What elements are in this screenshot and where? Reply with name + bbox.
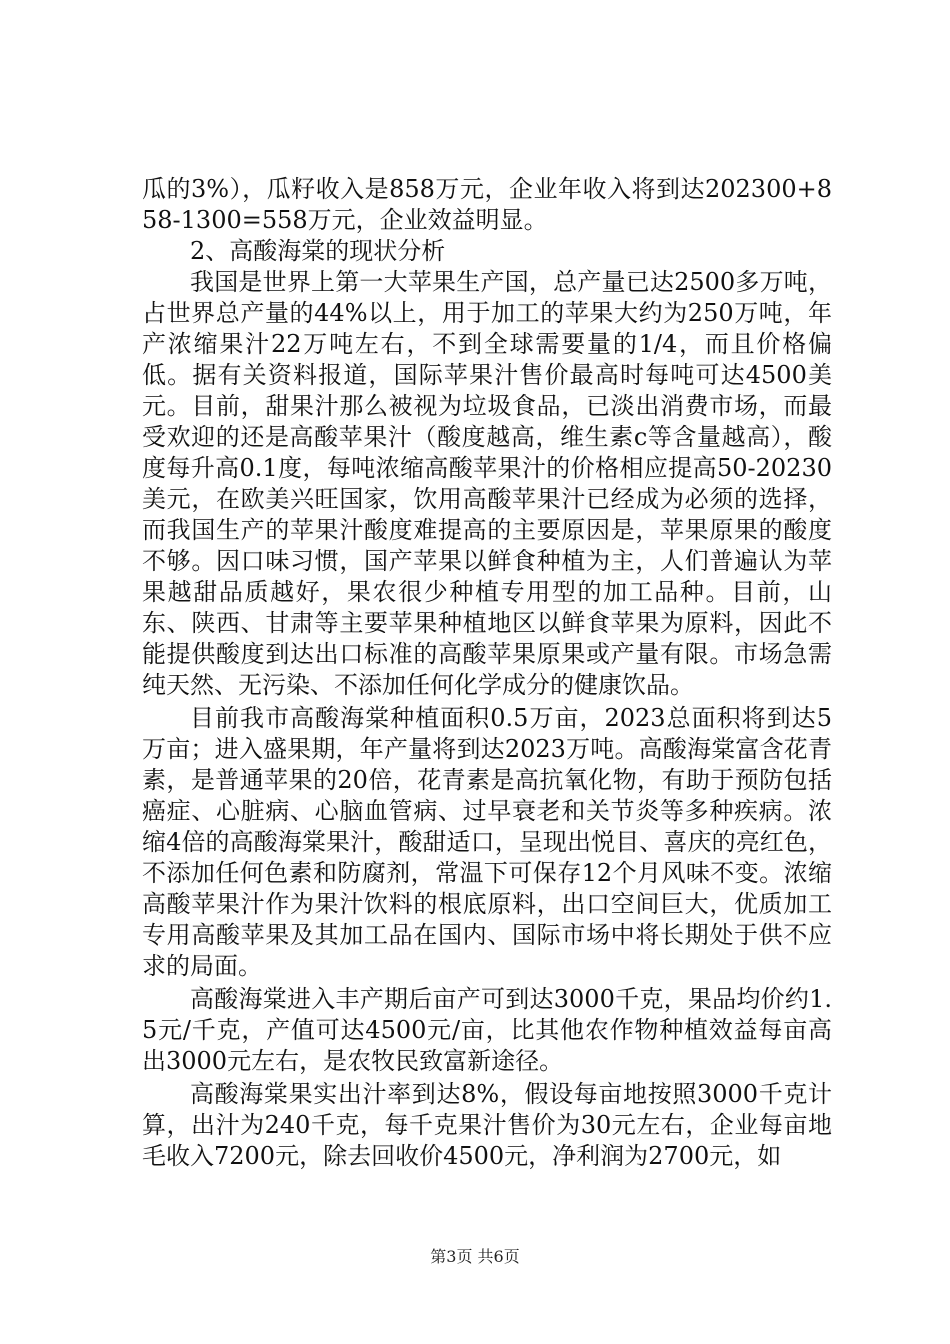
paragraph-crabapple-planting: 目前我市高酸海棠种植面积0.5万亩，2023总面积将到达5万亩；进入盛果期，年产量将到达2023万吨。高酸海棠富含花青素，是普通苹果的20倍，花青素是高抗氧化物，有助于预防包括癌症、心脏病、心脑血管病、过早衰老和关节炎等多种疾病。浓缩4倍的高酸海棠果汁，酸甜适口，呈现出悦目、喜庆的亮红色，不添加任何色素和防腐剂，常温下可保存12个月风味不变。浓缩高酸苹果汁作为果汁饮料的根底原料，出口空间巨大，优质加工专用高酸苹果及其加工品在国内、国际市场中将长期处于供不应求的局面。 bbox=[142, 704, 832, 980]
section-heading: 2、高酸海棠的现状分析 bbox=[190, 237, 446, 265]
paragraph-income-summary: 瓜的3%），瓜籽收入是858万元，企业年收入将到达202300+858-1300=558万元，企业效益明显。 bbox=[142, 175, 832, 234]
paragraph-juice-profit: 高酸海棠果实出汁率到达8%，假设每亩地按照3000千克计算，出汁为240千克，每千克果汁售价为30元左右，企业每亩地毛收入7200元，除去回收价4500元，净利润为2700元，如 bbox=[142, 1080, 832, 1170]
paragraph-yield-value: 高酸海棠进入丰产期后亩产可到达3000千克，果品均价约1.5元/千克，产值可达4500元/亩，比其他农作物种植效益每亩高出3000元左右，是农牧民致富新途径。 bbox=[142, 985, 832, 1075]
paragraph-apple-market: 我国是世界上第一大苹果生产国，总产量已达2500多万吨，占世界总产量的44%以上，用于加工的苹果大约为250万吨，年产浓缩果汁22万吨左右，不到全球需要量的1/4，而且价格偏低。据有关资料报道，国际苹果汁售价最高时每吨可达4500美元。目前，甜果汁那么被视为垃圾食品，已淡出消费市场，而最受欢迎的还是高酸苹果汁（酸度越高，维生素c等含量越高），酸度每升高0.1度，每吨浓缩高酸苹果汁的价格相应提高50-20230美元，在欧美兴旺国家，饮用高酸苹果汁已经成为必须的选择，而我国生产的苹果汁酸度难提高的主要原因是，苹果原果的酸度不够。因口味习惯，国产苹果以鲜食种植为主，人们普遍认为苹果越甜品质越好，果农很少种植专用型的加工品种。目前，山东、陕西、甘肃等主要苹果种植地区以鲜食苹果为原料，因此不能提供酸度到达出口标准的高酸苹果原果或产量有限。市场急需纯天然、无污染、不添加任何化学成分的健康饮品。 bbox=[142, 268, 832, 699]
document-body bbox=[142, 174, 832, 1172]
page-number-footer: 第3页 共6页 bbox=[430, 1247, 520, 1266]
